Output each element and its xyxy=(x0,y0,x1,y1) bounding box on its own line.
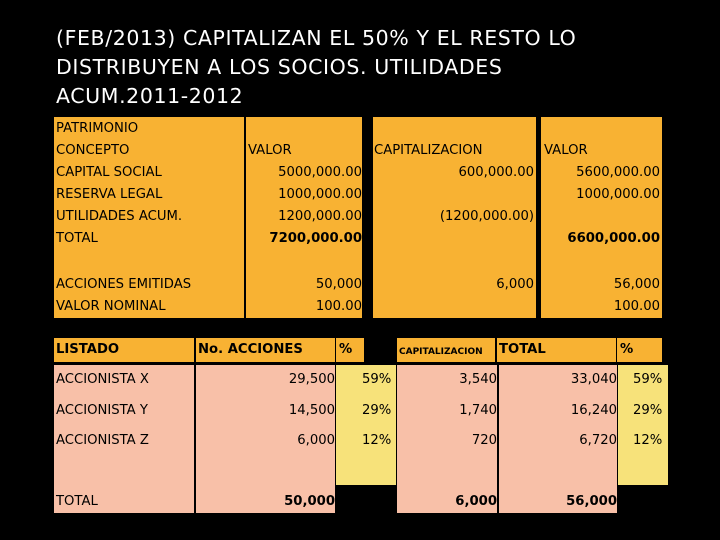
col-capitalizacion-header: CAPITALIZACION xyxy=(374,143,483,158)
accionista-z-pct: 12% xyxy=(362,433,392,448)
acciones-emitidas-label: ACCIONES EMITIDAS xyxy=(56,277,192,292)
col-valor-header: VALOR xyxy=(248,143,292,158)
acciones-emitidas-capitalizacion: 6,000 xyxy=(496,277,534,292)
listado-total-label: TOTAL xyxy=(56,494,98,509)
accionista-x-total: 33,040 xyxy=(570,372,617,387)
accionista-x-capitalizacion: 3,540 xyxy=(459,372,497,387)
accionista-z-capitalizacion: 720 xyxy=(471,433,497,448)
row-total-label: TOTAL xyxy=(56,231,98,246)
valor-nominal-label: VALOR NOMINAL xyxy=(56,299,166,314)
accionista-y-total: 16,240 xyxy=(570,403,617,418)
accionista-y-label: ACCIONISTA Y xyxy=(56,403,148,418)
row-reserva-legal-valor: 1000,000.00 xyxy=(278,187,362,202)
acciones-header: No. ACCIONES xyxy=(198,342,303,357)
col-concepto-header: CONCEPTO xyxy=(56,143,130,158)
listado-total-total: 56,000 xyxy=(566,494,617,509)
title-line-1: (FEB/2013) CAPITALIZAN EL 50% Y EL RESTO LO xyxy=(56,26,577,50)
row-capital-social-valor: 5000,000.00 xyxy=(278,165,362,180)
accionista-y-pct2: 29% xyxy=(633,403,663,418)
row-total-valor2: 6600,000.00 xyxy=(567,231,660,246)
accionista-z-pct2: 12% xyxy=(633,433,663,448)
row-reserva-legal-valor2: 1000,000.00 xyxy=(576,187,660,202)
row-utilidades-valor: 1200,000.00 xyxy=(278,209,362,224)
col-valor2-header: VALOR xyxy=(544,143,588,158)
capitalizacion-header: CAPITALIZACION xyxy=(399,347,483,357)
accionista-y-pct: 29% xyxy=(362,403,392,418)
patrimonio-header: PATRIMONIO xyxy=(56,121,139,136)
acciones-emitidas-valor: 50,000 xyxy=(315,277,362,292)
row-reserva-legal-label: RESERVA LEGAL xyxy=(56,187,163,202)
acciones-emitidas-valor2: 56,000 xyxy=(613,277,660,292)
accionista-z-label: ACCIONISTA Z xyxy=(56,433,149,448)
accionista-x-pct2: 59% xyxy=(633,372,663,387)
accionista-y-capitalizacion: 1,740 xyxy=(459,403,497,418)
accionista-z-total: 6,720 xyxy=(579,433,617,448)
total-header: TOTAL xyxy=(499,342,546,357)
listado-total-acciones: 50,000 xyxy=(284,494,335,509)
accionista-x-label: ACCIONISTA X xyxy=(56,372,149,387)
title-line-2: DISTRIBUYEN A LOS SOCIOS. UTILIDADES xyxy=(56,55,503,79)
row-capital-social-capitalizacion: 600,000.00 xyxy=(458,165,534,180)
accionista-x-acciones: 29,500 xyxy=(288,372,335,387)
row-capital-social-valor2: 5600,000.00 xyxy=(576,165,660,180)
accionista-x-pct: 59% xyxy=(362,372,392,387)
accionista-z-acciones: 6,000 xyxy=(297,433,335,448)
valor-nominal-valor: 100.00 xyxy=(315,299,362,314)
row-capital-social-label: CAPITAL SOCIAL xyxy=(56,165,162,180)
slide-title xyxy=(56,24,696,111)
title-line-3: ACUM.2011-2012 xyxy=(56,84,244,108)
row-utilidades-label: UTILIDADES ACUM. xyxy=(56,209,183,224)
row-total-valor: 7200,000.00 xyxy=(269,231,362,246)
pct-header: % xyxy=(339,342,353,357)
listado-header: LISTADO xyxy=(56,342,120,357)
row-utilidades-capitalizacion: (1200,000.00) xyxy=(439,209,534,224)
pct2-header: % xyxy=(620,342,634,357)
listado-total-capitalizacion: 6,000 xyxy=(455,494,497,509)
accionista-y-acciones: 14,500 xyxy=(288,403,335,418)
valor-nominal-valor2: 100.00 xyxy=(613,299,660,314)
